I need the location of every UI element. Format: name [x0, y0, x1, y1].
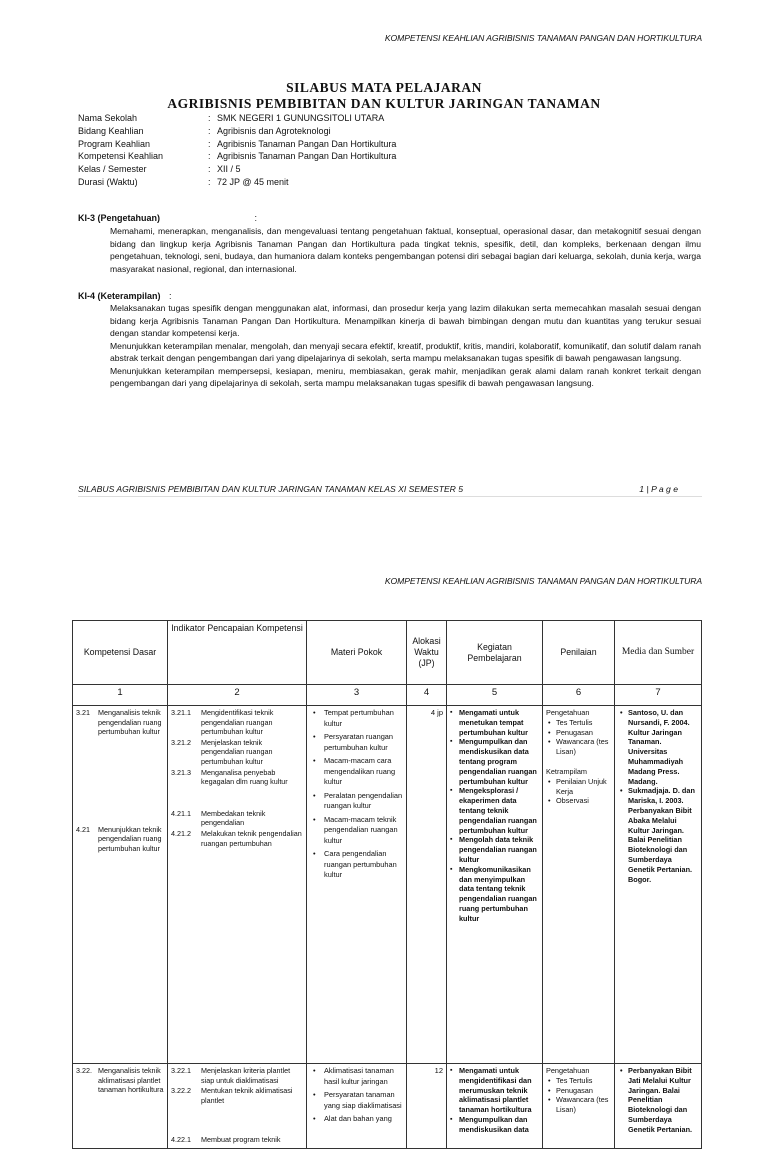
col-number: 4 [407, 685, 447, 706]
kd-number: 3.21 [76, 708, 90, 717]
media-cell [615, 706, 702, 1064]
col-header-materi: Materi Pokok [307, 621, 407, 685]
materi-item: • Cara pengendalian ruangan pertumbuhan kultur [324, 849, 403, 881]
ki4-paragraph-2: Menunjukkan keterampilan menalar, mengolah, dan menyaji secara efektif, kreatif, produktif, kritis, mandiri, kolaboratif, komunikatif, dan solutif dalam ranah abstrak terkait dengan pengembangan dari yang dipelajarinya di sekolah, serta mampu melaksanakan tugas spesifik di bawah pengawasan langsung. [110, 340, 701, 363]
materi-item: • Tempat pertumbuhan kultur [324, 708, 403, 729]
indikator-item [171, 708, 303, 737]
penilaian-cell [543, 706, 615, 1064]
media-item: • Sukmadjaja. D. dan Mariska, I. 2003. Perbanyakan Bibit Abaka Melalui Kultur Jaringan. Balai Penelitian Bioteknologi dan Sumberdaya Genetik Pertanian. Bogor. [628, 786, 698, 884]
penilaian-item: • Tes Tertulis [556, 1076, 611, 1086]
indikator-number: 4.21.1 [171, 808, 191, 818]
col-header-alokasi: Alokasi Waktu (JP) [407, 621, 447, 685]
indikator-item [171, 768, 303, 787]
col-number: 2 [168, 685, 307, 706]
indikator-number: 4.21.2 [171, 828, 191, 838]
col-header-media: Media dan Sumber [615, 621, 702, 685]
kegiatan-cell [447, 706, 543, 1064]
indikator-text: Membedakan teknik pengendalian [201, 808, 266, 828]
kegiatan-item: ▪ Mengamati untuk menetukan tempat pertumbuhan kultur [459, 708, 539, 737]
info-label: Nama Sekolah [78, 113, 138, 123]
col-number: 5 [447, 685, 543, 706]
alokasi-value: 4 jp [430, 708, 443, 717]
col-header-indikator: Indikator Pencapaian Kompetensi [168, 621, 307, 685]
info-value: Agribisnis Tanaman Pangan Dan Hortikultura [217, 151, 397, 162]
indikator-item [171, 809, 303, 828]
info-row [78, 125, 396, 138]
media-item: • Perbanyakan Bibit Jati Melalui Kultur Jaringan. Balai Penelitian Bioteknologi dan Sumberdaya Genetik Pertanian. [628, 1066, 698, 1135]
page-header: KOMPETENSI KEAHLIAN AGRIBISNIS TANAMAN PANGAN DAN HORTIKULTURA [384, 33, 702, 43]
ki3-colon: : [254, 213, 258, 223]
ki3-text [110, 225, 701, 275]
info-row [78, 150, 396, 163]
column-number-row [73, 685, 702, 706]
col-header-penilaian: Penilaian [543, 621, 615, 685]
materi-item: • Persyaratan ruangan pertumbuhan kultur [324, 732, 403, 753]
info-label: Kelas / Semester [78, 164, 147, 175]
indikator-number: 3.21.3 [171, 767, 191, 777]
footer-title: SILABUS AGRIBISNIS PEMBIBITAN DAN KULTUR JARINGAN TANAMAN KELAS XI SEMESTER 5 [78, 484, 464, 494]
kegiatan-item: ▪ Mengumpulkan dan mendiskusikan data [459, 1115, 539, 1135]
kompetensi-dasar-cell [73, 1064, 168, 1149]
materi-item: • Peralatan pengendalian ruangan kultur [324, 791, 403, 812]
indikator-text: Melakukan teknik pengendalian ruangan pertumbuhan [201, 828, 302, 848]
indikator-number: 3.22.2 [171, 1086, 191, 1096]
indikator-number: 3.21.2 [171, 737, 191, 747]
materi-item: • Alat dan bahan yang [324, 1114, 403, 1125]
alokasi-value: 12 [434, 1066, 443, 1075]
col-number: 6 [543, 685, 615, 706]
ki4-paragraph-3: Menunjukkan keterampilan mempersepsi, kesiapan, meniru, membiasakan, gerak mahir, menjadikan gerak alami dalam ranah konkret terkait dengan pengembangan dari yang dipelajarinya di sekolah, serta mampu melaksanakan tugas spesifik di bawah pengawasan langsung. [110, 365, 701, 388]
penilaian-title: Ketrampilam [546, 766, 587, 776]
indikator-item [171, 738, 303, 767]
ki4-heading-label: KI-4 (Keterampilan) [78, 291, 161, 301]
info-colon: : [208, 176, 211, 187]
ki4-text [110, 302, 701, 390]
indikator-number: 3.22.1 [171, 1066, 191, 1075]
school-info [78, 112, 396, 189]
page-title-line2: AGRIBISNIS PEMBIBITAN DAN KULTUR JARINGAN TANAMAN [167, 96, 601, 111]
materi-item: • Macam-macam cara mengendalikan ruang kultur [324, 756, 403, 788]
table-row [73, 706, 702, 1064]
info-colon: : [208, 125, 211, 136]
col-number: 1 [73, 685, 168, 706]
info-value: Agribisnis dan Agroteknologi [217, 125, 331, 136]
indikator-cell [168, 1064, 307, 1149]
indikator-item [171, 1066, 303, 1085]
kegiatan-item: ▪ Mengolah data teknik pengendalian ruangan kultur [459, 835, 539, 864]
penilaian-item: • Wawancara (tes Lisan) [556, 737, 611, 757]
info-label: Bidang Keahlian [78, 125, 144, 136]
page-title-line1: SILABUS MATA PELAJARAN [286, 80, 482, 95]
info-value: Agribisnis Tanaman Pangan Dan Hortikultura [217, 138, 397, 149]
penilaian-cell [543, 1064, 615, 1149]
indikator-text: Menganalisa penyebab kegagalan dlm ruang kultur [201, 767, 288, 787]
page-footer [78, 484, 702, 494]
media-item: • Santoso, U. dan Nursandi, F. 2004. Kultur Jaringan Tanaman. Universitas Muhammadiyah Madang Press. Madang. [628, 708, 698, 786]
indikator-cell [168, 706, 307, 1064]
ki3-heading [78, 213, 257, 223]
info-colon: : [208, 138, 211, 149]
footer-divider [78, 496, 702, 497]
penilaian-item: • Tes Tertulis [556, 718, 611, 728]
info-value: 72 JP @ 45 menit [217, 176, 289, 187]
col-header-kegiatan: Kegiatan Pembelajaran [447, 621, 543, 685]
indikator-item [171, 1086, 303, 1105]
info-label: Kompetensi Keahlian [78, 151, 164, 162]
info-value: SMK NEGERI 1 GUNUNGSITOLI UTARA [217, 113, 385, 123]
ki4-heading [78, 291, 172, 301]
kegiatan-item: ▪ Mengeksplorasi / ekaperimen data tentang teknik pengendalian ruangan pertumbuhan kultur [459, 786, 539, 835]
ki3-heading-label: KI-3 (Pengetahuan) [78, 213, 161, 223]
indikator-text: Mengidentifikasi teknik pengendalian ruangan pertumbuhan kultur [201, 708, 274, 737]
info-row [78, 112, 396, 125]
indikator-item [171, 1135, 303, 1145]
indikator-text: Membuat program teknik [201, 1135, 281, 1145]
table-row [73, 1064, 702, 1149]
materi-cell [307, 1064, 407, 1149]
kd-text: Menganalisis teknik aklimatisasi plantlet tanaman hortikultura [98, 1066, 164, 1095]
materi-item: • Macam-macam teknik pengendalian ruangan kultur [324, 815, 403, 847]
penilaian-item: • Observasi [556, 796, 611, 806]
penilaian-title: Pengetahuan [546, 1066, 590, 1075]
alokasi-cell [407, 706, 447, 1064]
kd-text: Menunjukkan teknik pengendalian ruang pertumbuhan kultur [98, 824, 162, 853]
indikator-item [171, 829, 303, 848]
kd-number: 4.21 [76, 824, 90, 834]
kd-text: Menganalisis teknik pengendalian ruang pertumbuhan kultur [98, 708, 162, 737]
penilaian-item: • Penugasan [556, 728, 611, 738]
alokasi-cell [407, 1064, 447, 1149]
kd-item [76, 825, 164, 854]
penilaian-item: • Penilaian Unjuk Kerja [556, 777, 611, 797]
info-colon: : [208, 113, 211, 123]
penilaian-item: • Wawancara (tes Lisan) [556, 1095, 611, 1115]
col-number: 7 [615, 685, 702, 706]
kegiatan-item: ▪ Mengamati untuk mengidentifikasi dan merumuskan teknik aklimatisasi plantlet tanaman hortikultura [459, 1066, 539, 1115]
info-label: Durasi (Waktu) [78, 176, 138, 187]
syllabus-table [72, 620, 702, 1149]
materi-item: • Aklimatisasi tanaman hasil kultur jaringan [324, 1066, 403, 1087]
ki4-paragraph-1: Melaksanakan tugas spesifik dengan menggunakan alat, informasi, dan prosedur kerja yang lazim dilakukan serta memecahkan masalah sesuai dengan bidang kerja Agribisnis Tanaman Pangan Dan Hortikultura. Menampilkan kinerja di bawah bimbingan dengan mutu dan kuantitas yang terukur sesuai dengan standar kompetensi kerja. [110, 303, 701, 338]
kd-number: 3.22. [76, 1066, 92, 1075]
col-number: 3 [307, 685, 407, 706]
info-row [78, 163, 396, 176]
ki4-colon: : [169, 291, 172, 301]
table-header-row [73, 621, 702, 685]
info-row [78, 138, 396, 151]
indikator-text: Mentukan teknik aklimatisasi plantlet [201, 1086, 293, 1105]
kegiatan-cell [447, 1064, 543, 1149]
indikator-text: Menjelaskan kriteria plantlet siap untuk diaklimatisasi [201, 1066, 291, 1085]
indikator-text: Menjelaskan teknik pengendalian ruangan pertumbuhan kultur [201, 737, 273, 766]
indikator-number: 4.22.1 [171, 1135, 191, 1145]
footer-page-number: 1 | P a g e [639, 484, 678, 494]
info-colon: : [208, 164, 211, 175]
kd-item [76, 708, 164, 737]
info-label: Program Keahlian [78, 138, 151, 149]
indikator-number: 3.21.1 [171, 708, 191, 717]
materi-cell [307, 706, 407, 1064]
info-colon: : [208, 151, 211, 162]
materi-item: • Persyaratan tanaman yang siap diaklimatisasi [324, 1090, 403, 1111]
info-row [78, 176, 396, 189]
ki3-paragraph: Memahami, menerapkan, menganalisis, dan mengevaluasi tentang pengetahuan faktual, konseptual, operasional dasar, dan metakognitif sesuai dengan bidang dan lingkup kerja Agribisnis Tanaman Pangan dan Hortikultura pada tingkat teknis, spesifik, detil, dan kompleks, berkenaan dengan ilmu pengetahuan, teknologi, seni, budaya, dan humaniora dalam konteks pengembangan potensi diri sebagai bagian dari keluarga, sekolah, dunia kerja, warga masyarakat nasional, regional, dan internasional. [110, 226, 701, 274]
media-cell [615, 1064, 702, 1149]
page2-header: KOMPETENSI KEAHLIAN AGRIBISNIS TANAMAN PANGAN DAN HORTIKULTURA [384, 576, 702, 586]
penilaian-item: • Penugasan [556, 1086, 611, 1096]
kd-item [76, 1066, 164, 1095]
col-header-kompetensi-dasar: Kompetensi Dasar [73, 621, 168, 685]
info-value: XII / 5 [217, 164, 241, 175]
kompetensi-dasar-cell [73, 706, 168, 1064]
kegiatan-item: ▪ Mengumpulkan dan mendiskusikan data tentang program pengendalian ruangan pertumbuhan kultur [459, 737, 539, 786]
penilaian-title: Pengetahuan [546, 708, 590, 717]
kegiatan-item: ▪ Mengkomunikasikan dan menyimpulkan data tentang teknik pengendalian ruangan ruang pertumbuhan kultur [459, 865, 539, 924]
